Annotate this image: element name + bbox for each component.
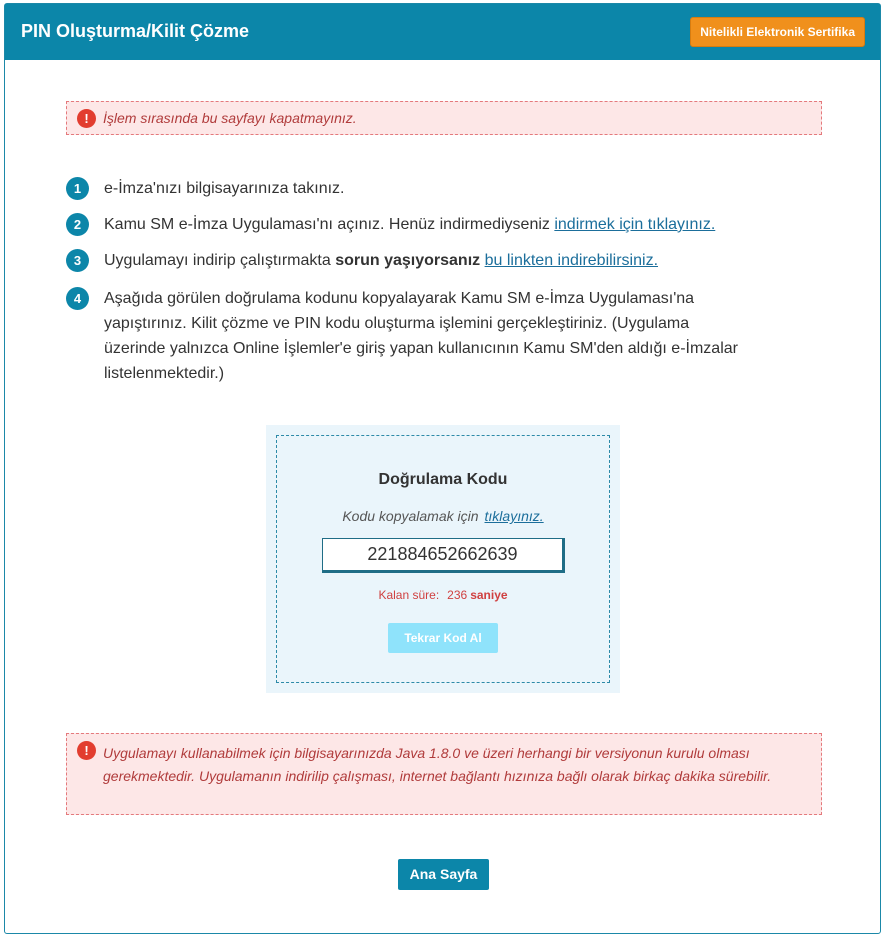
verification-code-box: [276, 435, 610, 683]
step-3-bold-text: sorun yaşıyorsanız: [335, 252, 481, 269]
warning-text-bottom: Uygulamayı kullanabilmek için bilgisayarınızda Java 1.8.0 ve üzeri herhangi bir versiyonun kurulu olması gerekmektedir. Uygulamanın indirilip çalışması, internet bağlantı hızınıza bağlı olarak birkaç dakika sürebilir.: [103, 745, 772, 784]
timer-value: 236: [447, 588, 468, 602]
page-title: PIN Oluşturma/Kilit Çözme: [21, 21, 250, 41]
verification-title: Doğrulama Kodu: [378, 471, 508, 488]
step-3-text: Uygulamayı indirip çalıştırmakta: [104, 252, 336, 269]
timer-label: Kalan süre:: [378, 588, 440, 602]
step-1: [66, 176, 344, 201]
step-2-text: Kamu SM e-İmza Uygulaması'nı açınız. Henüz indirmediyseniz: [104, 216, 555, 233]
qualified-certificate-button[interactable]: Nitelikli Elektronik Sertifika: [690, 17, 865, 47]
retry-code-button[interactable]: Tekrar Kod Al: [388, 623, 498, 653]
warning-alert-bottom: [66, 733, 822, 815]
timer-unit: saniye: [470, 588, 508, 602]
step-3: [66, 248, 658, 273]
step-4: [66, 286, 746, 386]
warning-text-top: İşlem sırasında bu sayfayı kapatmayınız.: [103, 110, 357, 126]
step-2: [66, 212, 715, 237]
step-number-3: 3: [66, 249, 89, 272]
copy-code-link[interactable]: tıklayınız.: [484, 508, 544, 524]
copy-prompt: [277, 508, 609, 524]
step-number-1: 1: [66, 177, 89, 200]
step-1-text: e-İmza'nızı bilgisayarınıza takınız.: [104, 180, 345, 197]
download-link[interactable]: indirmek için tıklayınız.: [554, 216, 716, 233]
warning-alert-top: [66, 101, 822, 135]
home-button[interactable]: Ana Sayfa: [398, 859, 489, 890]
copy-prompt-text: Kodu kopyalamak için: [342, 508, 479, 524]
step-number-4: 4: [66, 287, 89, 310]
verification-code-panel: [266, 425, 620, 693]
alternative-download-link[interactable]: bu linkten indirebilirsiniz.: [484, 252, 659, 269]
panel-header: [5, 4, 880, 60]
exclamation-icon: !: [77, 109, 96, 128]
verification-code-field[interactable]: 221884652662639: [322, 538, 565, 573]
step-number-2: 2: [66, 213, 89, 236]
exclamation-icon: !: [77, 741, 96, 760]
step-4-text: Aşağıda görülen doğrulama kodunu kopyalayarak Kamu SM e-İmza Uygulaması'na yapıştırınız. Kilit çözme ve PIN kodu oluşturma işlemini gerçekleştiriniz. (Uygulama üzerinde yalnızca Online İşlemler'e giriş yapan kullanıcının Kamu SM'den aldığı e-İmzalar listelenmektedir.): [104, 290, 738, 382]
remaining-time: [277, 588, 609, 602]
main-panel: [4, 3, 881, 934]
